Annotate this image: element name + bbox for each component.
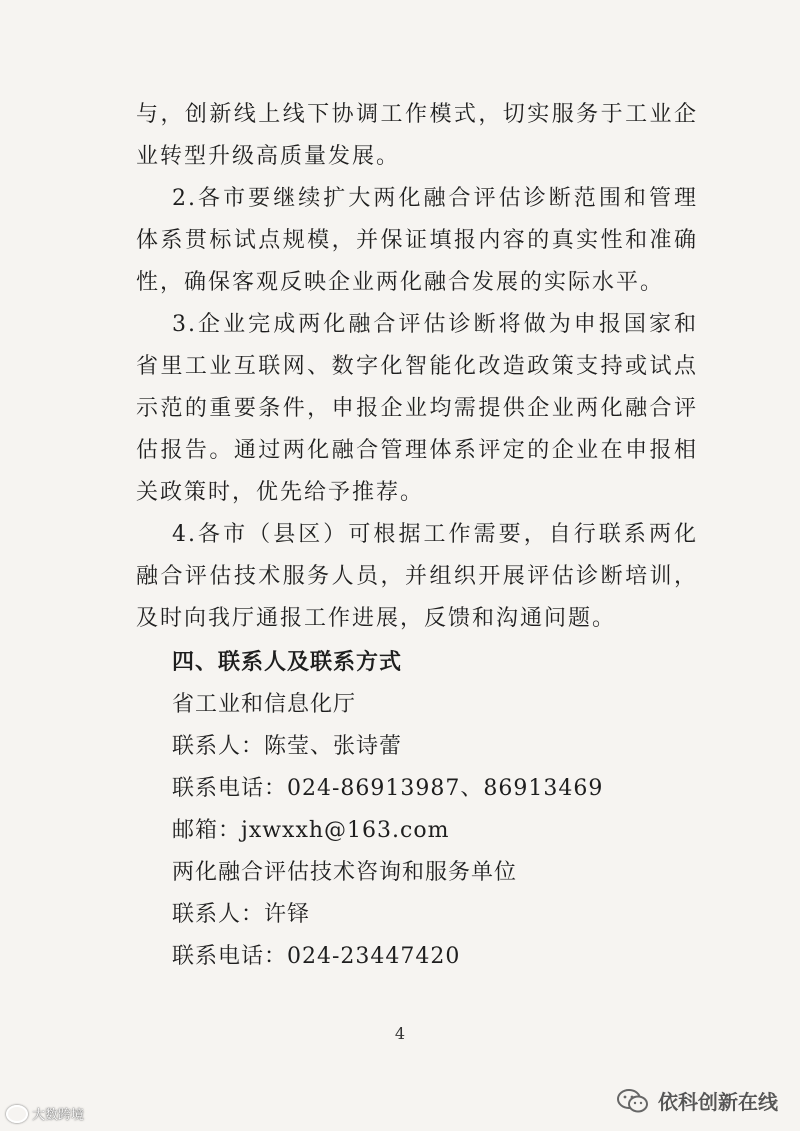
page-number: 4: [394, 1024, 406, 1043]
contact-phone: 联系电话：024-86913987、86913469: [172, 776, 604, 801]
paragraph-item-3: 3.企业完成两化融合评估诊断将做为申报国家和省里工业互联网、数字化智能化改造政策支持或试点示范的重要条件，申报企业均需提供企业两化融合评估报告。通过两化融合管理体系评定的企业在申报相关政策时，优先给予推荐。: [136, 312, 698, 505]
service-contact-person: 联系人：许铎: [172, 902, 311, 927]
watermark-right: [616, 1086, 778, 1115]
service-contact-phone: 联系电话：024-23447420: [172, 944, 461, 969]
paragraph-item-2: 2.各市要继续扩大两化融合评估诊断范围和管理体系贯标试点规模，并保证填报内容的真实性和准确性，确保客观反映企业两化融合发展的实际水平。: [136, 186, 698, 295]
contact-person: 联系人：陈莹、张诗蕾: [172, 734, 403, 759]
watermark-left-text: 大数跨境: [32, 1108, 85, 1123]
watermark-right-text: 依科创新在线: [658, 1090, 778, 1114]
watermark-logo-icon: [6, 1105, 28, 1123]
paragraph-continuation: 与，创新线上线下协调工作模式，切实服务于工业企业转型升级高质量发展。: [136, 102, 698, 169]
contact-email: 邮箱：jxwxxh@163.com: [172, 818, 450, 843]
body-text: [136, 94, 698, 978]
service-org: 两化融合评估技术咨询和服务单位: [172, 860, 518, 885]
contact-org: 省工业和信息化厅: [172, 692, 357, 717]
wechat-icon: [616, 1088, 650, 1114]
paragraph-item-4: 4.各市（县区）可根据工作需要，自行联系两化融合评估技术服务人员，并组织开展评估诊断培训，及时向我厅通报工作进展，反馈和沟通问题。: [136, 522, 698, 631]
section-heading: 四、联系人及联系方式: [172, 650, 403, 675]
watermark-left: [6, 1104, 84, 1123]
